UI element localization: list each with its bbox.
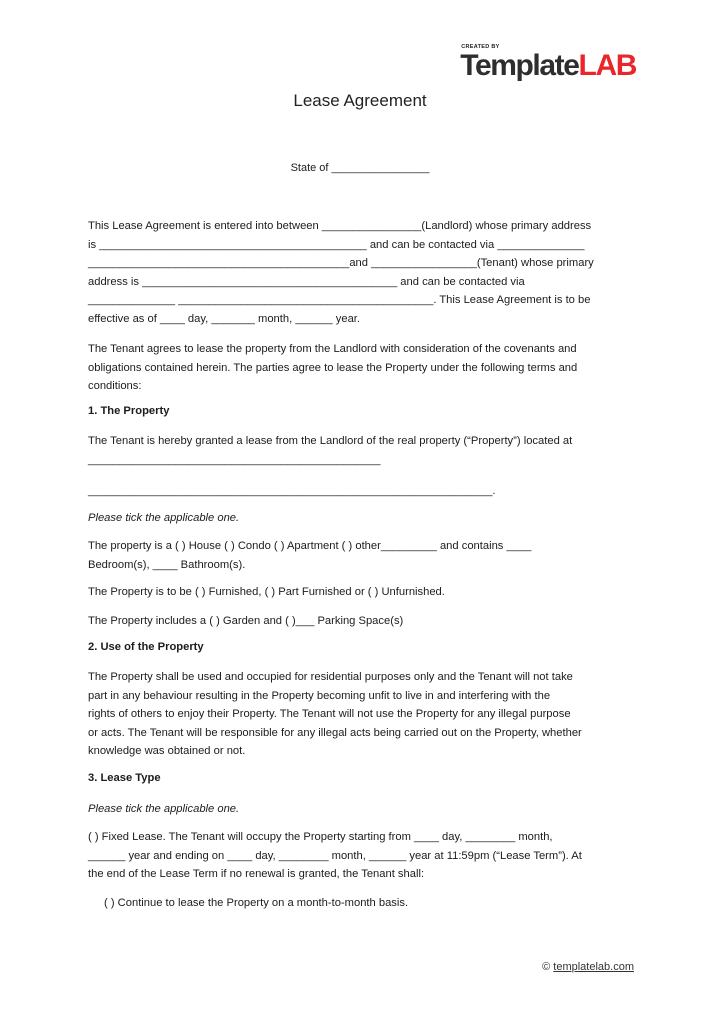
intro-line: This Lease Agreement is entered into between ________________(Landlord) whose primary address	[88, 220, 592, 232]
templatelab-logo	[460, 44, 636, 81]
logo-created-by: CREATED BY	[461, 44, 500, 50]
property-address-blank: _________________________________________________________________.	[88, 485, 496, 497]
fixed-lease-line: the end of the Lease Term if no renewal is granted, the Tenant shall:	[88, 868, 425, 881]
section-heading-property: 1. The Property	[88, 405, 170, 417]
furnished-line: The Property is to be ( ) Furnished, ( ) Part Furnished or ( ) Unfurnished.	[88, 586, 445, 598]
terms-line: obligations contained herein. The parties agree to lease the Property under the following terms and	[88, 361, 578, 374]
use-line: rights of others to enjoy their Property. The Tenant will not use the Property for any illegal purpose	[88, 708, 571, 721]
document-title: Lease Agreement	[293, 91, 427, 110]
fixed-lease-line: ( ) Fixed Lease. The Tenant will occupy the Property starting from ____ day, ________ month,	[88, 831, 553, 843]
property-type-line: Bedroom(s), ____ Bathroom(s).	[88, 558, 246, 571]
use-line: part in any behaviour resulting in the Property becoming unfit to live in and interfering with the	[88, 689, 551, 702]
tick-note: Please tick the applicable one.	[88, 803, 240, 815]
logo-brand-lab: LAB	[578, 49, 636, 82]
intro-line: __________________________________________and _________________(Tenant) whose primary	[88, 257, 594, 270]
terms-paragraph	[88, 340, 636, 396]
tick-note: Please tick the applicable one.	[88, 512, 240, 524]
month-to-month-option: ( ) Continue to lease the Property on a month-to-month basis.	[104, 897, 409, 909]
property-line: _______________________________________________	[88, 453, 381, 466]
fixed-lease-paragraph	[88, 828, 636, 884]
property-type-paragraph	[88, 537, 636, 574]
logo-brand	[460, 51, 636, 81]
intro-line: effective as of ____ day, _______ month, ______ year.	[88, 312, 361, 325]
footer-link[interactable]: templatelab.com	[553, 961, 634, 973]
fixed-lease-line: ______ year and ending on ____ day, ________ month, ______ year at 11:59pm (“Lease Term”). At	[88, 849, 582, 862]
use-line: The Property shall be used and occupied for residential purposes only and the Tenant will not take	[88, 671, 573, 683]
use-line: knowledge was obtained or not.	[88, 745, 246, 758]
logo-brand-template: Template	[460, 49, 579, 82]
intro-paragraph	[88, 217, 636, 329]
section-heading-lease-type: 3. Lease Type	[88, 772, 161, 784]
intro-line: is ___________________________________________ and can be contacted via ______________	[88, 238, 585, 251]
use-paragraph	[88, 668, 636, 761]
intro-line: address is _________________________________________ and can be contacted via	[88, 275, 525, 288]
footer-credit	[542, 961, 634, 973]
copyright-symbol: ©	[542, 961, 551, 973]
terms-line: conditions:	[88, 380, 142, 393]
state-line: State of ________________	[290, 162, 430, 174]
intro-line: ______________ _________________________________________. This Lease Agreement is to be	[88, 294, 591, 307]
section-heading-use: 2. Use of the Property	[88, 641, 204, 653]
terms-line: The Tenant agrees to lease the property from the Landlord with consideration of the covenants and	[88, 343, 577, 355]
property-type-line: The property is a ( ) House ( ) Condo ( ) Apartment ( ) other_________ and contains ____	[88, 540, 532, 552]
includes-line: The Property includes a ( ) Garden and ( )___ Parking Space(s)	[88, 615, 404, 627]
property-line: The Tenant is hereby granted a lease from the Landlord of the real property (“Property”) located at	[88, 435, 573, 447]
use-line: or acts. The Tenant will be responsible for any illegal acts being carried out on the Property, whether	[88, 726, 582, 739]
property-location-paragraph	[88, 432, 636, 469]
